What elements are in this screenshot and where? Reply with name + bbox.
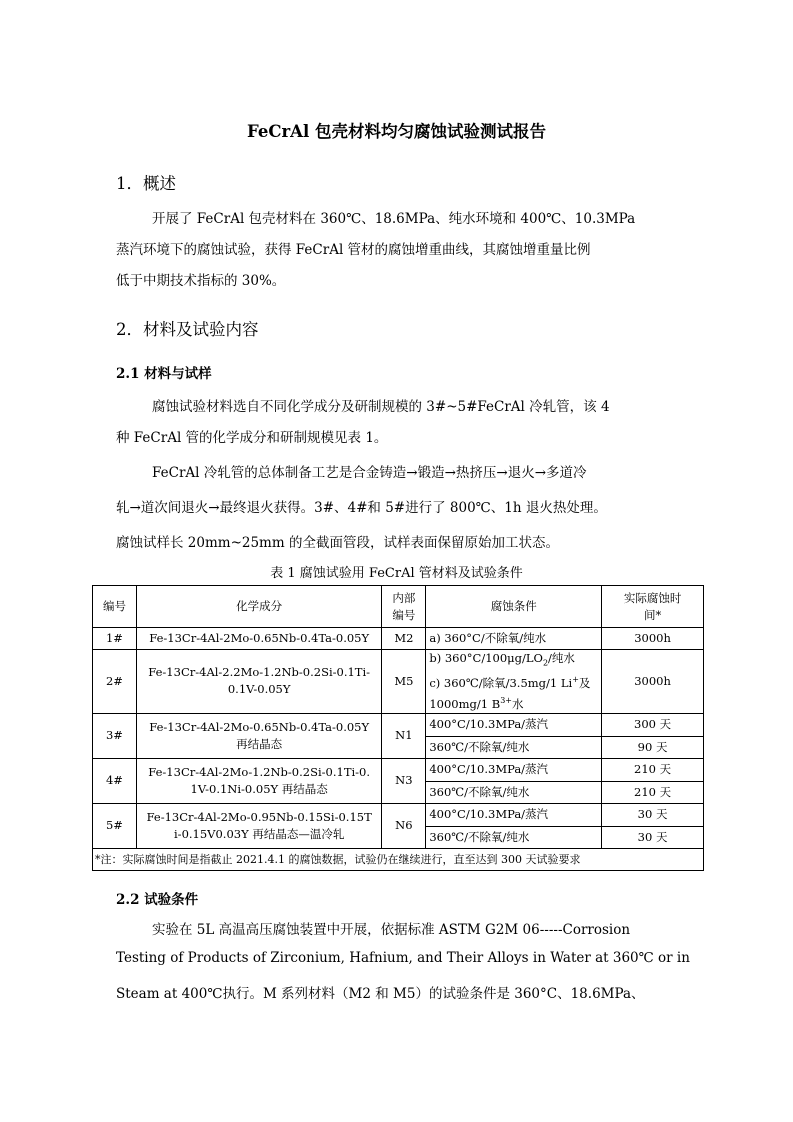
table-row	[93, 628, 704, 650]
row-composition: Fe-13Cr-4Al-2Mo-1.2Nb-0.2Si-0.1Ti-0. 1V-0.1Ni-0.05Y 再结晶态	[136, 758, 381, 803]
table-row	[93, 758, 704, 781]
row-composition: Fe-13Cr-4Al-2.2Mo-1.2Nb-0.2Si-0.1Ti- 0.1V-0.05Y	[136, 650, 381, 714]
row-id: 4#	[93, 758, 137, 803]
header-composition: 化学成分	[136, 586, 381, 628]
row-condition: 400°C/10.3MPa/蒸汽	[426, 713, 602, 736]
report-title: FeCrAl 包壳材料均匀腐蚀试验测试报告	[247, 122, 546, 141]
row-condition: 360℃/不除氧/纯水	[426, 826, 602, 848]
table-footnote: *注：实际腐蚀时间是指截止 2021.4.1 的腐蚀数据，试验仍在继续进行，直至达到 300 天试验要求	[93, 848, 704, 870]
materials-para2-line1: FeCrAl 冷轧管的总体制备工艺是合金铸造→锻造→热挤压→退火→多道冷	[152, 465, 587, 481]
section-2-1-heading: 2.1 材料与试样	[116, 366, 212, 382]
conditions-line-3: Steam at 400℃执行。M 系列材料（M2 和 M5）的试验条件是 360°C、18.6MPa、	[116, 986, 645, 1002]
table-row	[93, 650, 704, 714]
table-note-row	[93, 848, 704, 870]
header-internal-code: 内部 编号	[382, 586, 426, 628]
row-id: 1#	[93, 628, 137, 650]
row-time: 3000h	[602, 628, 704, 650]
section-1-heading: 1．概述	[116, 174, 176, 193]
materials-para1-line2: 种 FeCrAl 管的化学成分和研制规模见表 1。	[116, 430, 388, 446]
overview-line-3: 低于中期技术指标的 30%。	[116, 273, 286, 289]
row-time: 210 天	[602, 758, 704, 781]
row-composition: Fe-13Cr-4Al-2Mo-0.95Nb-0.15Si-0.15T i-0.15V0.03Y 再结晶态—温冷轧	[136, 803, 381, 848]
conditions-line-2: Testing of Products of Zirconium, Hafnium, and Their Alloys in Water at 360℃ or in	[116, 950, 690, 966]
row-code: N3	[382, 758, 426, 803]
materials-table	[92, 585, 704, 871]
header-condition: 腐蚀条件	[426, 586, 602, 628]
section-2-2-heading: 2.2 试验条件	[116, 892, 199, 908]
row-time: 210 天	[602, 781, 704, 803]
row-code: N6	[382, 803, 426, 848]
row-condition: a) 360°C/不除氧/纯水	[426, 628, 602, 650]
row-time: 30 天	[602, 803, 704, 826]
row-condition: b) $360^\circ C/100\mu g/LO_2/$纯水 c) 360℃/除氧/3.5mg/1 Li+及 1000mg/1 $B^{3+}$水	[426, 650, 602, 714]
row-time: 30 天	[602, 826, 704, 848]
row-condition: 400°C/10.3MPa/蒸汽	[426, 758, 602, 781]
table-row	[93, 803, 704, 826]
header-time: 实际腐蚀时 间*	[602, 586, 704, 628]
table-row	[93, 713, 704, 736]
table-header-row	[93, 586, 704, 628]
row-id: 5#	[93, 803, 137, 848]
row-time: 300 天	[602, 713, 704, 736]
header-id: 编号	[93, 586, 137, 628]
row-code: N1	[382, 713, 426, 758]
row-composition: Fe-13Cr-4Al-2Mo-0.65Nb-0.4Ta-0.05Y 再结晶态	[136, 713, 381, 758]
row-condition: 400°C/10.3MPa/蒸汽	[426, 803, 602, 826]
row-time: 90 天	[602, 736, 704, 758]
materials-para2-line3: 腐蚀试样长 20mm~25mm 的全截面管段，试样表面保留原始加工状态。	[116, 535, 559, 551]
conditions-line-1: 实验在 5L 高温高压腐蚀装置中开展，依据标准 ASTM G2M 06-----Corrosion	[152, 922, 631, 938]
row-code: M2	[382, 628, 426, 650]
row-id: 2#	[93, 650, 137, 714]
row-condition: 360℃/不除氧/纯水	[426, 781, 602, 803]
row-time: 3000h	[602, 650, 704, 714]
overview-line-1: 开展了 FeCrAl 包壳材料在 360℃、18.6MPa、纯水环境和 400℃、10.3MPa	[152, 211, 636, 227]
materials-para1-line1: 腐蚀试验材料选自不同化学成分及研制规模的 3#~5#FeCrAl 冷轧管，该 4	[152, 399, 610, 415]
section-2-heading: 2．材料及试验内容	[116, 320, 259, 339]
row-condition: 360℃/不除氧/纯水	[426, 736, 602, 758]
row-code: M5	[382, 650, 426, 714]
materials-para2-line2: 轧→道次间退火→最终退火获得。3#、4#和 5#进行了 800℃、1h 退火热处理。	[116, 500, 607, 516]
row-composition: Fe-13Cr-4Al-2Mo-0.65Nb-0.4Ta-0.05Y	[136, 628, 381, 650]
overview-line-2: 蒸汽环境下的腐蚀试验，获得 FeCrAl 管材的腐蚀增重曲线，其腐蚀增重量比例	[116, 242, 591, 258]
table-caption: 表 1 腐蚀试验用 FeCrAl 管材料及试验条件	[270, 566, 523, 581]
row-id: 3#	[93, 713, 137, 758]
